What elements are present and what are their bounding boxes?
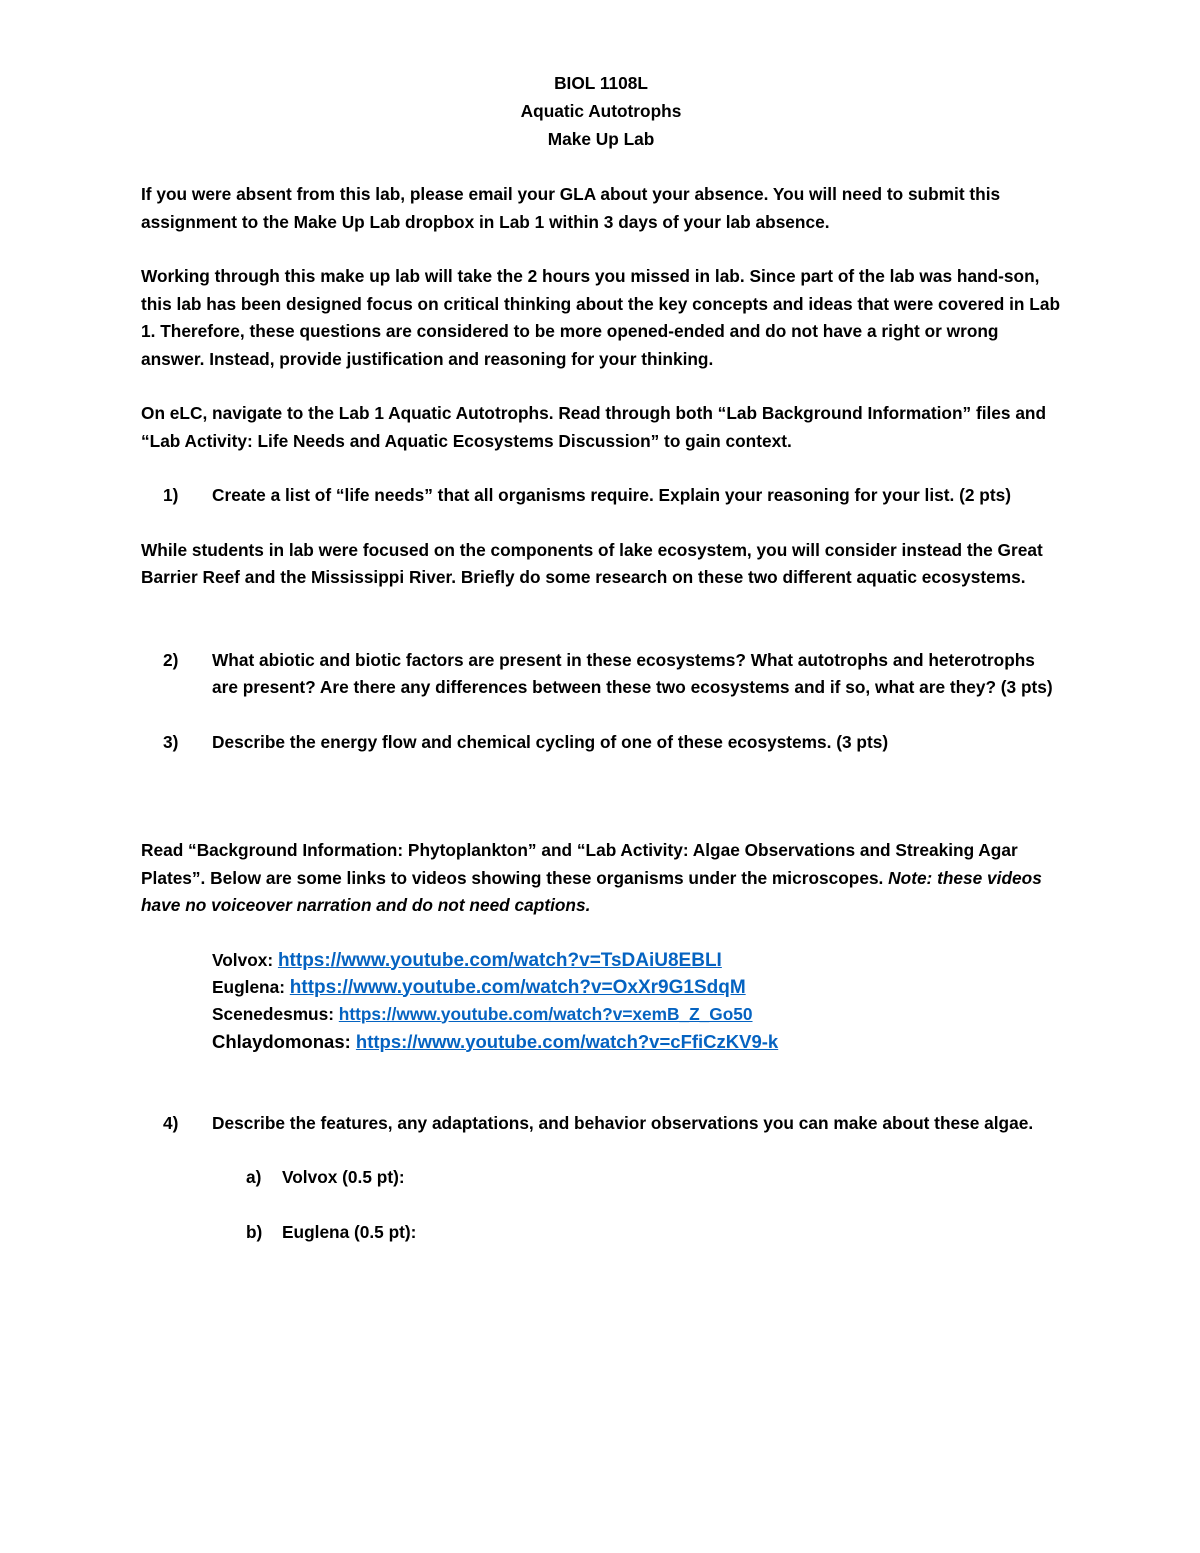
subitem-letter: b) [246,1221,263,1242]
video-link-label: Euglena: [212,976,290,997]
make-up-overview-paragraph: Working through this make up lab will take the 2 hours you missed in lab. Since part of the lab was hand-son, this lab has been designed focus on critical thinking about the key concepts and ideas that were covered in Lab 1. Therefore, these questions are considered to be more opened-ended and do not have a right or wrong answer. Instead, provide justification and reasoning for your thinking. [141,266,1060,369]
video-link-row-chlaydomonas [212,1028,1061,1055]
ecosystem-research-paragraph: While students in lab were focused on the components of lake ecosystem, you will consider instead the Great Barrier Reef and the Mississippi River. Briefly do some research on these two different aquatic ecosystems. [141,539,1043,587]
phytoplankton-paragraph [141,837,1061,920]
video-link-scenedesmus[interactable]: https://www.youtube.com/watch?v=xemB_Z_Go50 [338,1003,753,1024]
question-text: What abiotic and biotic factors are present in these ecosystems? What autotrophs and heterotrophs are present? Are there any differences between these two ecosystems and if so, what are they? (3 pts) [212,649,1053,697]
video-link-label: Chlaydomonas: [212,1030,356,1052]
question-number: 2) [163,649,179,670]
course-code: BIOL 1108L [554,73,648,93]
question-1 [141,482,1061,510]
question-number: 1) [163,485,179,505]
subitem-letter: a) [246,1167,262,1187]
question-text: Describe the energy flow and chemical cycling of one of these ecosystems. (3 pts) [212,731,889,752]
question-number: 3) [163,731,179,752]
absence-instructions-paragraph: If you were absent from this lab, please email your GLA about your absence. You will need to submit this assignment to the Make Up Lab dropbox in Lab 1 within 3 days of your lab absence. [141,184,1001,232]
captions-note: Note: these videos have no voiceover narration and do not need captions. [141,867,1042,915]
question-3 [141,729,1061,757]
question-text: Describe the features, any adaptations, and behavior observations you can make about these algae. [212,1112,1034,1133]
document-header [141,70,1061,154]
question-4b [141,1219,1061,1247]
lab-title: Aquatic Autotrophs [520,101,682,121]
question-text: Create a list of “life needs” that all organisms require. Explain your reasoning for your list. (2 pts) [212,485,1011,505]
question-2 [141,647,1061,702]
video-link-chlaydomonas[interactable]: https://www.youtube.com/watch?v=cFfiCzKV9-k [355,1030,779,1052]
phytoplankton-text: Read “Background Information: Phytoplankton” and “Lab Activity: Algae Observations and Streaking Agar Plates”. Below are some links to videos showing these organisms under the microscopes. [141,840,1018,888]
video-link-row-euglena [212,974,1061,1001]
video-link-label: Volvox: [212,949,278,970]
elc-navigation-paragraph: On eLC, navigate to the Lab 1 Aquatic Autotrophs. Read through both “Lab Background Information” files and “Lab Activity: Life Needs and Aquatic Ecosystems Discussion” to gain context. [141,403,1047,451]
video-links-list [212,947,1061,1055]
question-4a [141,1164,1061,1192]
video-link-volvox[interactable]: https://www.youtube.com/watch?v=TsDAiU8EBLI [277,949,722,971]
lab-subtitle: Make Up Lab [547,129,655,149]
question-number: 4) [163,1112,179,1133]
video-link-row-volvox [212,947,1061,974]
document-content [141,70,1061,1246]
video-link-label: Scenedesmus: [212,1003,339,1024]
subitem-text: Volvox (0.5 pt): [282,1167,405,1187]
video-link-euglena[interactable]: https://www.youtube.com/watch?v=OxXr9G1SdqM [289,976,746,998]
question-4 [141,1110,1061,1138]
subitem-text: Euglena (0.5 pt): [282,1221,417,1242]
video-link-row-scenedesmus [212,1001,1061,1028]
